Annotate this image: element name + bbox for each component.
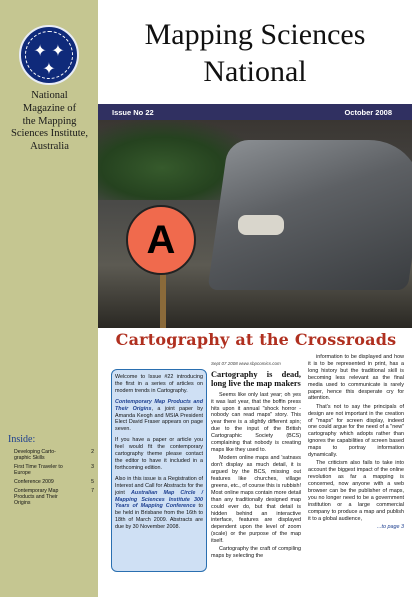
magazine-description xyxy=(4,90,95,154)
msia-logo xyxy=(19,25,79,85)
title-line: National xyxy=(203,55,307,88)
welcome-text: , a joint paper by Amanda Keogh and MSIA President Elect David Fraser appears on page seven. xyxy=(115,405,203,433)
issue-number: Issue No 22 xyxy=(112,108,154,117)
issue-date: October 2008 xyxy=(344,108,392,117)
title-line: Mapping Sciences xyxy=(144,18,366,51)
cover-photo xyxy=(98,120,412,328)
toc-item[interactable] xyxy=(14,449,94,461)
description-line: Magazine of xyxy=(22,102,77,114)
inside-heading: Inside: xyxy=(8,434,36,445)
wrecked-car xyxy=(207,140,412,290)
toc-item[interactable] xyxy=(14,488,94,507)
toc-item[interactable] xyxy=(14,464,94,476)
letter-a-sign xyxy=(126,205,196,275)
toc-page: 7 xyxy=(91,487,94,494)
welcome-paragraph xyxy=(115,476,203,531)
article-paragraph: Modern online maps and 'satnavs don't display as much detail, it is argued by the BCS, missing out features like churches, village greens, etc., of course this is rubbish! Most online maps contain more detail than any traditionally designed map could ever do, but that detail is hidden behind an interactive interface, features are displayed dependent upon the level of zoom (scale) or the purpose of the map itself. xyxy=(211,455,301,545)
toc-title: Developing Carto- graphic Skills xyxy=(14,449,56,462)
sign-letter: A xyxy=(146,217,176,262)
toc-page: 5 xyxy=(91,478,94,485)
car-headlight xyxy=(238,215,284,235)
article-columns xyxy=(98,354,412,597)
table-of-contents xyxy=(14,449,94,509)
toc-title: Conference 2009 xyxy=(14,478,54,485)
description-line: Sciences Institute, xyxy=(10,128,89,140)
welcome-text: to be held in Brisbane from the 16th to 18th of March 2009. Abstracts are due by 30 November 2008. xyxy=(115,503,203,531)
toc-title: Contemporary Map Products and Their Origins xyxy=(14,487,59,506)
article-column-2 xyxy=(308,354,404,531)
article-subheading: Cartography is dead, long live the map makers xyxy=(211,369,301,389)
welcome-paragraph: Welcome to Issue #22 introducing the first in a series of articles on modern trends in Cartography. xyxy=(115,374,203,394)
welcome-paragraph: If you have a paper or article you feel would fit the contemporary cartography theme please contact the editor to have it included in a forthcoming edition. xyxy=(115,437,203,471)
cover-headline: Cartography at the Crossroads xyxy=(115,330,397,349)
main-content xyxy=(98,0,412,597)
description-line: National xyxy=(31,90,68,101)
article-paragraph: The criticism also fails to take into account the biggest impact of the online revolution as far a mapping is concerned, now anyone with a web browser can be the publisher of maps, you no longer need to be a government institution or a large commercial company to produce a map and publish it to a global audience, xyxy=(308,460,404,522)
welcome-paragraph xyxy=(115,399,203,434)
toc-title: First Time Traveler to Europe xyxy=(14,463,63,477)
welcome-box xyxy=(111,369,207,572)
description-line: the Mapping xyxy=(22,115,77,127)
toc-item[interactable] xyxy=(14,479,94,485)
toc-page: 3 xyxy=(91,463,94,470)
photo-caption: Sept 07 2008 www.sbpcomics.com xyxy=(211,361,281,366)
description-line: Australia xyxy=(30,141,69,153)
article-paragraph: information to be displayed and how it is to be represented in print, has a long history but the traditional skill is becoming less relevant as the final media used to communicate is rarely paper, hence this desperate cry for attention. xyxy=(308,354,404,402)
toc-page: 2 xyxy=(91,449,94,455)
southern-cross-icon: ✦ ✦ ✦ xyxy=(33,43,65,78)
article-paragraph: That's not to say the principals of design are not important in the creation of "maps" for screen display, indeed one could argue for the need of a "new" cartography which adopts rather than ignores the capabilities of screen based maps to portray information dynamically. xyxy=(308,403,404,459)
article-column-1 xyxy=(211,361,301,562)
welcome-text: Also in this issue is a Registration of Interest and Call for Abstracts for the joint xyxy=(115,475,203,496)
article-paragraph: Cartography the craft of compiling maps by selecting the xyxy=(211,546,301,560)
featured-article-title[interactable]: Contemporary Map Products and Their Origins xyxy=(115,398,203,412)
sidebar xyxy=(0,0,98,597)
magazine-title xyxy=(98,16,412,90)
continued-link[interactable]: ...to page 3 xyxy=(377,523,404,530)
issue-bar xyxy=(98,104,412,120)
article-paragraph: Seems like only last year; oh yes it was last year, that the boffin press hits upon it annual "shock horror - nobody can read maps" story. This year there is a slightly different spin; due to the input of the British Cartographic Society (BCS) complaining that nobody is creating maps like they used to. xyxy=(211,391,301,453)
conference-title[interactable]: Australian Map Circle / Mapping Sciences Institute 300 Years of Mapping Conference xyxy=(115,489,203,510)
